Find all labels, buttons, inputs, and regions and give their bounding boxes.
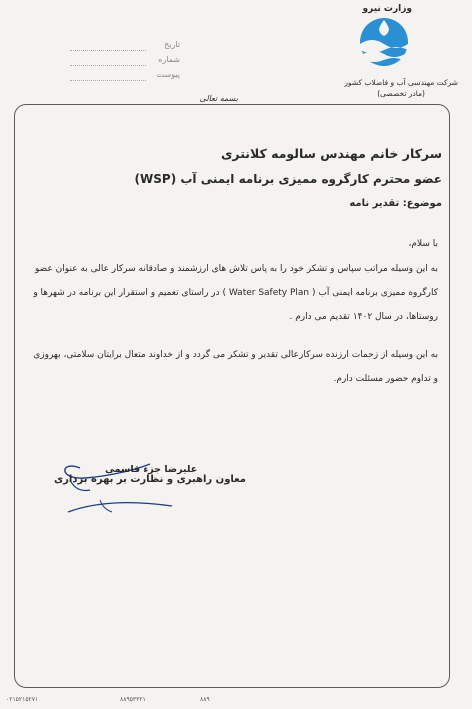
body-paragraph-2: به این وسیله از زحمات ارزنده سرکارعالی تقدیر و تشکر می گردد و از خداوند متعال برایتان سلامتی، بهروزی و تداوم حضور مسئلت دارم. [33,350,438,384]
water-company-logo [355,14,413,76]
letter-border [14,104,450,688]
footer-code: ۸۸۹ [200,696,210,703]
number-line [70,65,146,66]
footer-phone: ۰۲۱۵۲۱۵۲۷۱ [6,696,39,703]
signer-name: علیرضا جزء قاسمی [105,464,198,475]
body-paragraph-1: به این وسیله مراتب سپاس و تشکر خود را به پاس تلاش های ارزشمند و صادقانه سرکار عالی به عنوان عضو کارگروه ممیزی برنامه ایمنی آب ( Water Safety Plan ) در راستای تعمیم و استقرار این برنامه در شهرها و روستاها، در سال ۱۴۰۲ تقدیم می دارم . [33,264,438,322]
number-field [70,55,180,69]
footer-contact [0,694,472,709]
number-label: شماره [158,55,180,64]
company-name [344,77,458,99]
signer-title: معاون راهبری و نظارت بر بهره برداری [54,474,247,485]
letter-subject: موضوع: تقدیر نامه [349,198,442,209]
date-label: تاریخ [164,40,180,49]
ministry-name: وزارت نیرو [362,4,412,14]
footer-fax: ۸۸۹۵۳۳۲۱ [120,696,146,703]
recipient-role: عضو محترم کارگروه ممیزی برنامه ایمنی آب (WSP) [134,172,442,186]
date-field [70,40,180,54]
attachment-field [70,70,180,84]
greeting: با سلام، [408,239,438,249]
attachment-line [70,80,146,81]
attachment-label: پیوست [156,70,180,79]
recipient-name: سرکار خانم مهندس سالومه کلانتری [220,146,442,161]
bismillah: بسمه تعالی [199,94,238,103]
company-note: (مادر تخصصی) [377,89,425,98]
date-line [70,50,146,51]
handwritten-signature [40,440,180,530]
company-title: شرکت مهندسی آب و فاضلاب کشور [344,78,458,87]
